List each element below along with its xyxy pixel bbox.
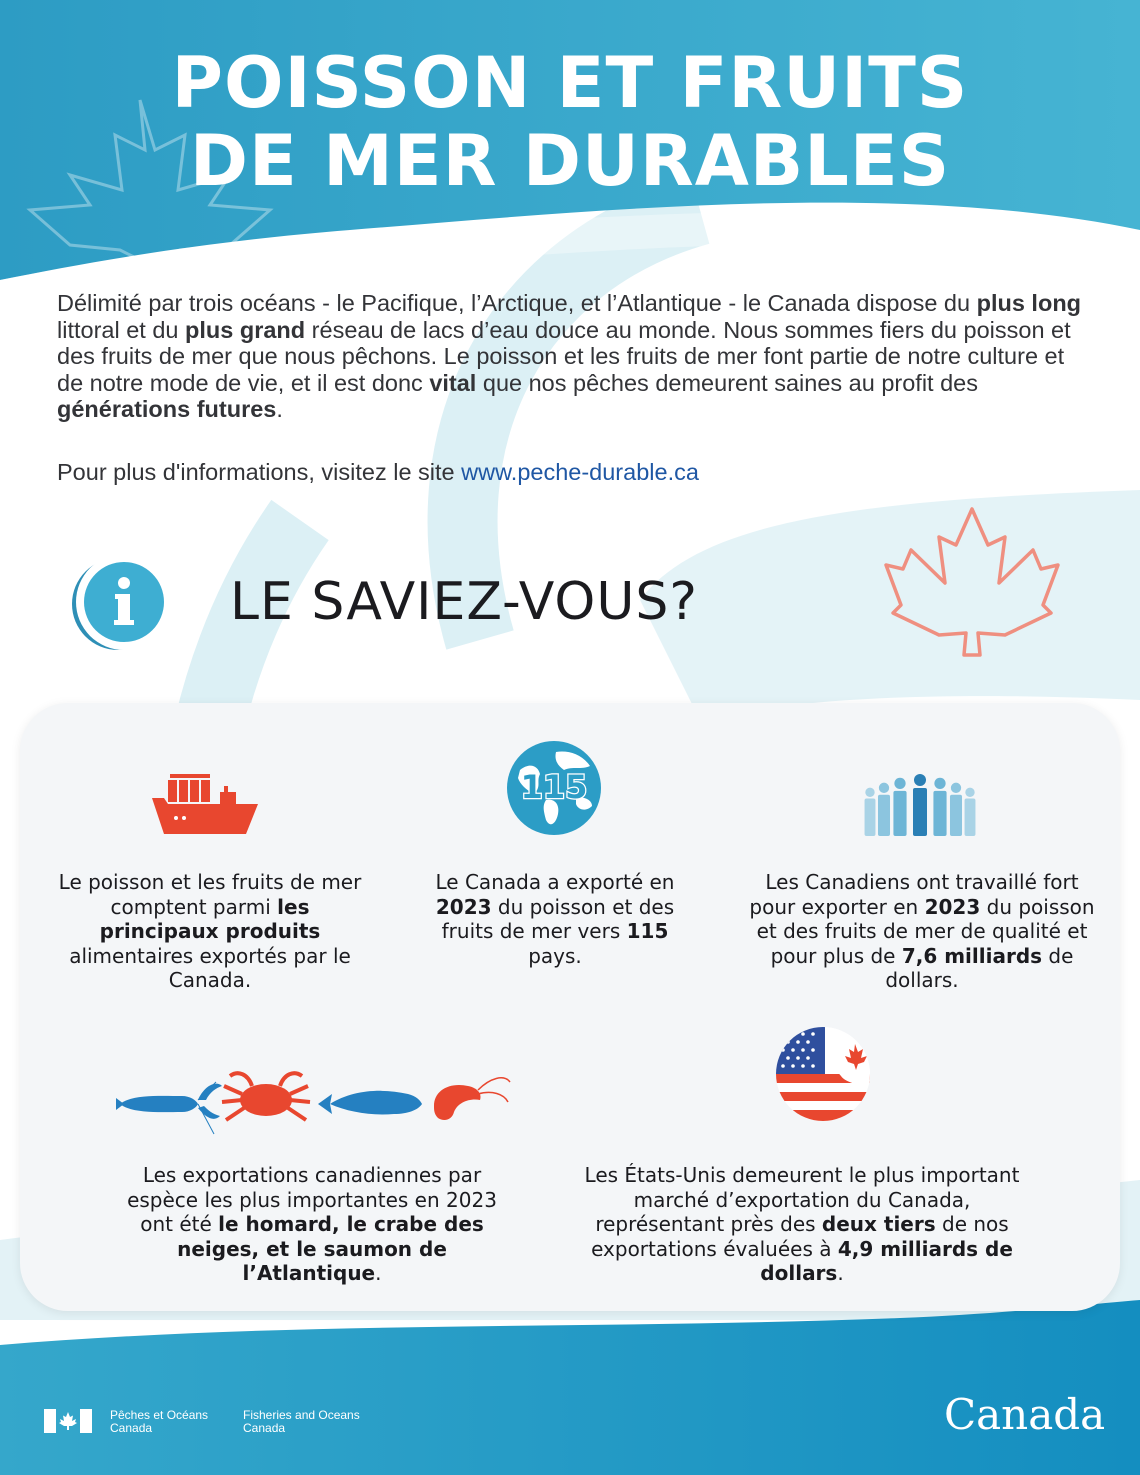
dept-fr-line-2: Canada — [110, 1421, 153, 1435]
fact-text: pays. — [528, 943, 582, 968]
fact-bold: 2023 — [435, 894, 492, 919]
intro-bold: plus long — [976, 290, 1082, 316]
fact-species — [112, 1163, 512, 1286]
person-figure — [965, 788, 976, 836]
department-name-fr — [110, 1409, 208, 1435]
fact-text: . — [375, 1261, 382, 1285]
person-figure — [878, 783, 890, 836]
fact-text: Les exportations canadiennes par espèce les plus importantes en 2023 ont été — [127, 1163, 497, 1236]
cargo-ship-icon — [150, 768, 260, 838]
fact-bold: 4,9 milliards de dollars — [760, 1236, 1013, 1285]
maple-leaf-outline-icon — [883, 505, 1061, 657]
canada-flag-icon — [44, 1409, 92, 1433]
fact-text: Le poisson et les fruits de mer comptent parmi — [58, 870, 362, 919]
person-figure — [933, 778, 946, 836]
fact-bold: le homard, le crabe des neiges, et le saumon de l’Atlantique — [177, 1212, 484, 1285]
intro-bold: vital — [429, 369, 477, 396]
globe-label: 115 — [520, 768, 588, 806]
intro-text: Délimité par trois océans - le Pacifique, l’Arctique, et l’Atlantique - le Canada dispose du — [57, 290, 977, 316]
fact-us-market — [572, 1163, 1032, 1286]
person-figure — [865, 788, 876, 836]
fact-text: Le Canada a exporté en — [435, 870, 675, 894]
fact-text: . — [837, 1261, 844, 1285]
fact-text: de nos exportations évaluées à — [591, 1212, 1009, 1261]
section-heading: LE SAVIEZ-VOUS? — [230, 572, 699, 632]
intro-paragraph — [57, 290, 1092, 423]
fact-text: alimentaires exportés par le Canada. — [69, 943, 351, 992]
title-line-2: DE MER DURABLES — [189, 120, 951, 202]
fact-bold: 7,6 milliards — [901, 943, 1043, 968]
page-title — [120, 44, 1020, 200]
intro-text: réseau de lacs d’eau douce au monde. Nous sommes fiers du poisson et des fruits de mer que nous pêchons. Le poisson et les fruits de mer font partie de notre culture et de notre mode de vie, et il est donc — [57, 316, 1071, 396]
dept-fr-line-1: Pêches et Océans — [110, 1408, 209, 1422]
fact-text: Les Canadiens ont travaillé fort pour exporter en — [749, 870, 1079, 919]
fact-text: du poisson et des fruits de mer de qualité et pour plus de — [756, 894, 1095, 968]
person-figure — [950, 783, 962, 836]
more-info — [57, 459, 699, 486]
info-icon — [70, 550, 174, 654]
intro-text: que nos pêches demeurent saines au profit des — [476, 369, 979, 396]
intro-text: littoral et du — [57, 316, 186, 343]
fact-bold: les principaux produits — [99, 894, 321, 943]
shrimp-icon — [434, 1078, 510, 1120]
intro-text: . — [276, 396, 283, 422]
fact-bold: deux tiers — [821, 1212, 936, 1236]
salmon-icon — [318, 1091, 422, 1115]
fact-text: du poisson et des fruits de mer vers — [441, 894, 675, 943]
us-canada-flag-icon — [775, 1026, 871, 1122]
fact-main-exports — [50, 870, 370, 993]
dept-en-line-1: Fisheries and Oceans — [243, 1408, 360, 1422]
title-line-1: POISSON ET FRUITS — [171, 42, 969, 124]
people-group-icon — [862, 768, 980, 838]
website-link[interactable]: www.peche-durable.ca — [461, 459, 699, 485]
person-figure — [893, 778, 906, 836]
person-figure — [913, 774, 927, 836]
fact-text: de dollars. — [885, 943, 1074, 992]
globe-icon — [506, 740, 602, 836]
department-name-en — [243, 1409, 360, 1435]
lobster-icon — [116, 1082, 222, 1134]
crab-icon — [222, 1073, 310, 1120]
dept-en-line-2: Canada — [243, 1421, 286, 1435]
fact-text: Les États-Unis demeurent le plus important marché d’exportation du Canada, représentant près des — [584, 1163, 1020, 1236]
fact-export-value — [742, 870, 1102, 993]
more-info-text: Pour plus d'informations, visitez le site — [57, 459, 462, 485]
fact-bold: 2023 — [924, 894, 981, 919]
fact-countries — [415, 870, 695, 968]
seafood-species-icon — [112, 1060, 512, 1136]
intro-bold: plus grand — [185, 316, 306, 343]
fact-bold: 115 — [626, 919, 669, 943]
canada-wordmark: Canada — [944, 1390, 1106, 1439]
intro-bold: générations futures — [57, 396, 277, 422]
